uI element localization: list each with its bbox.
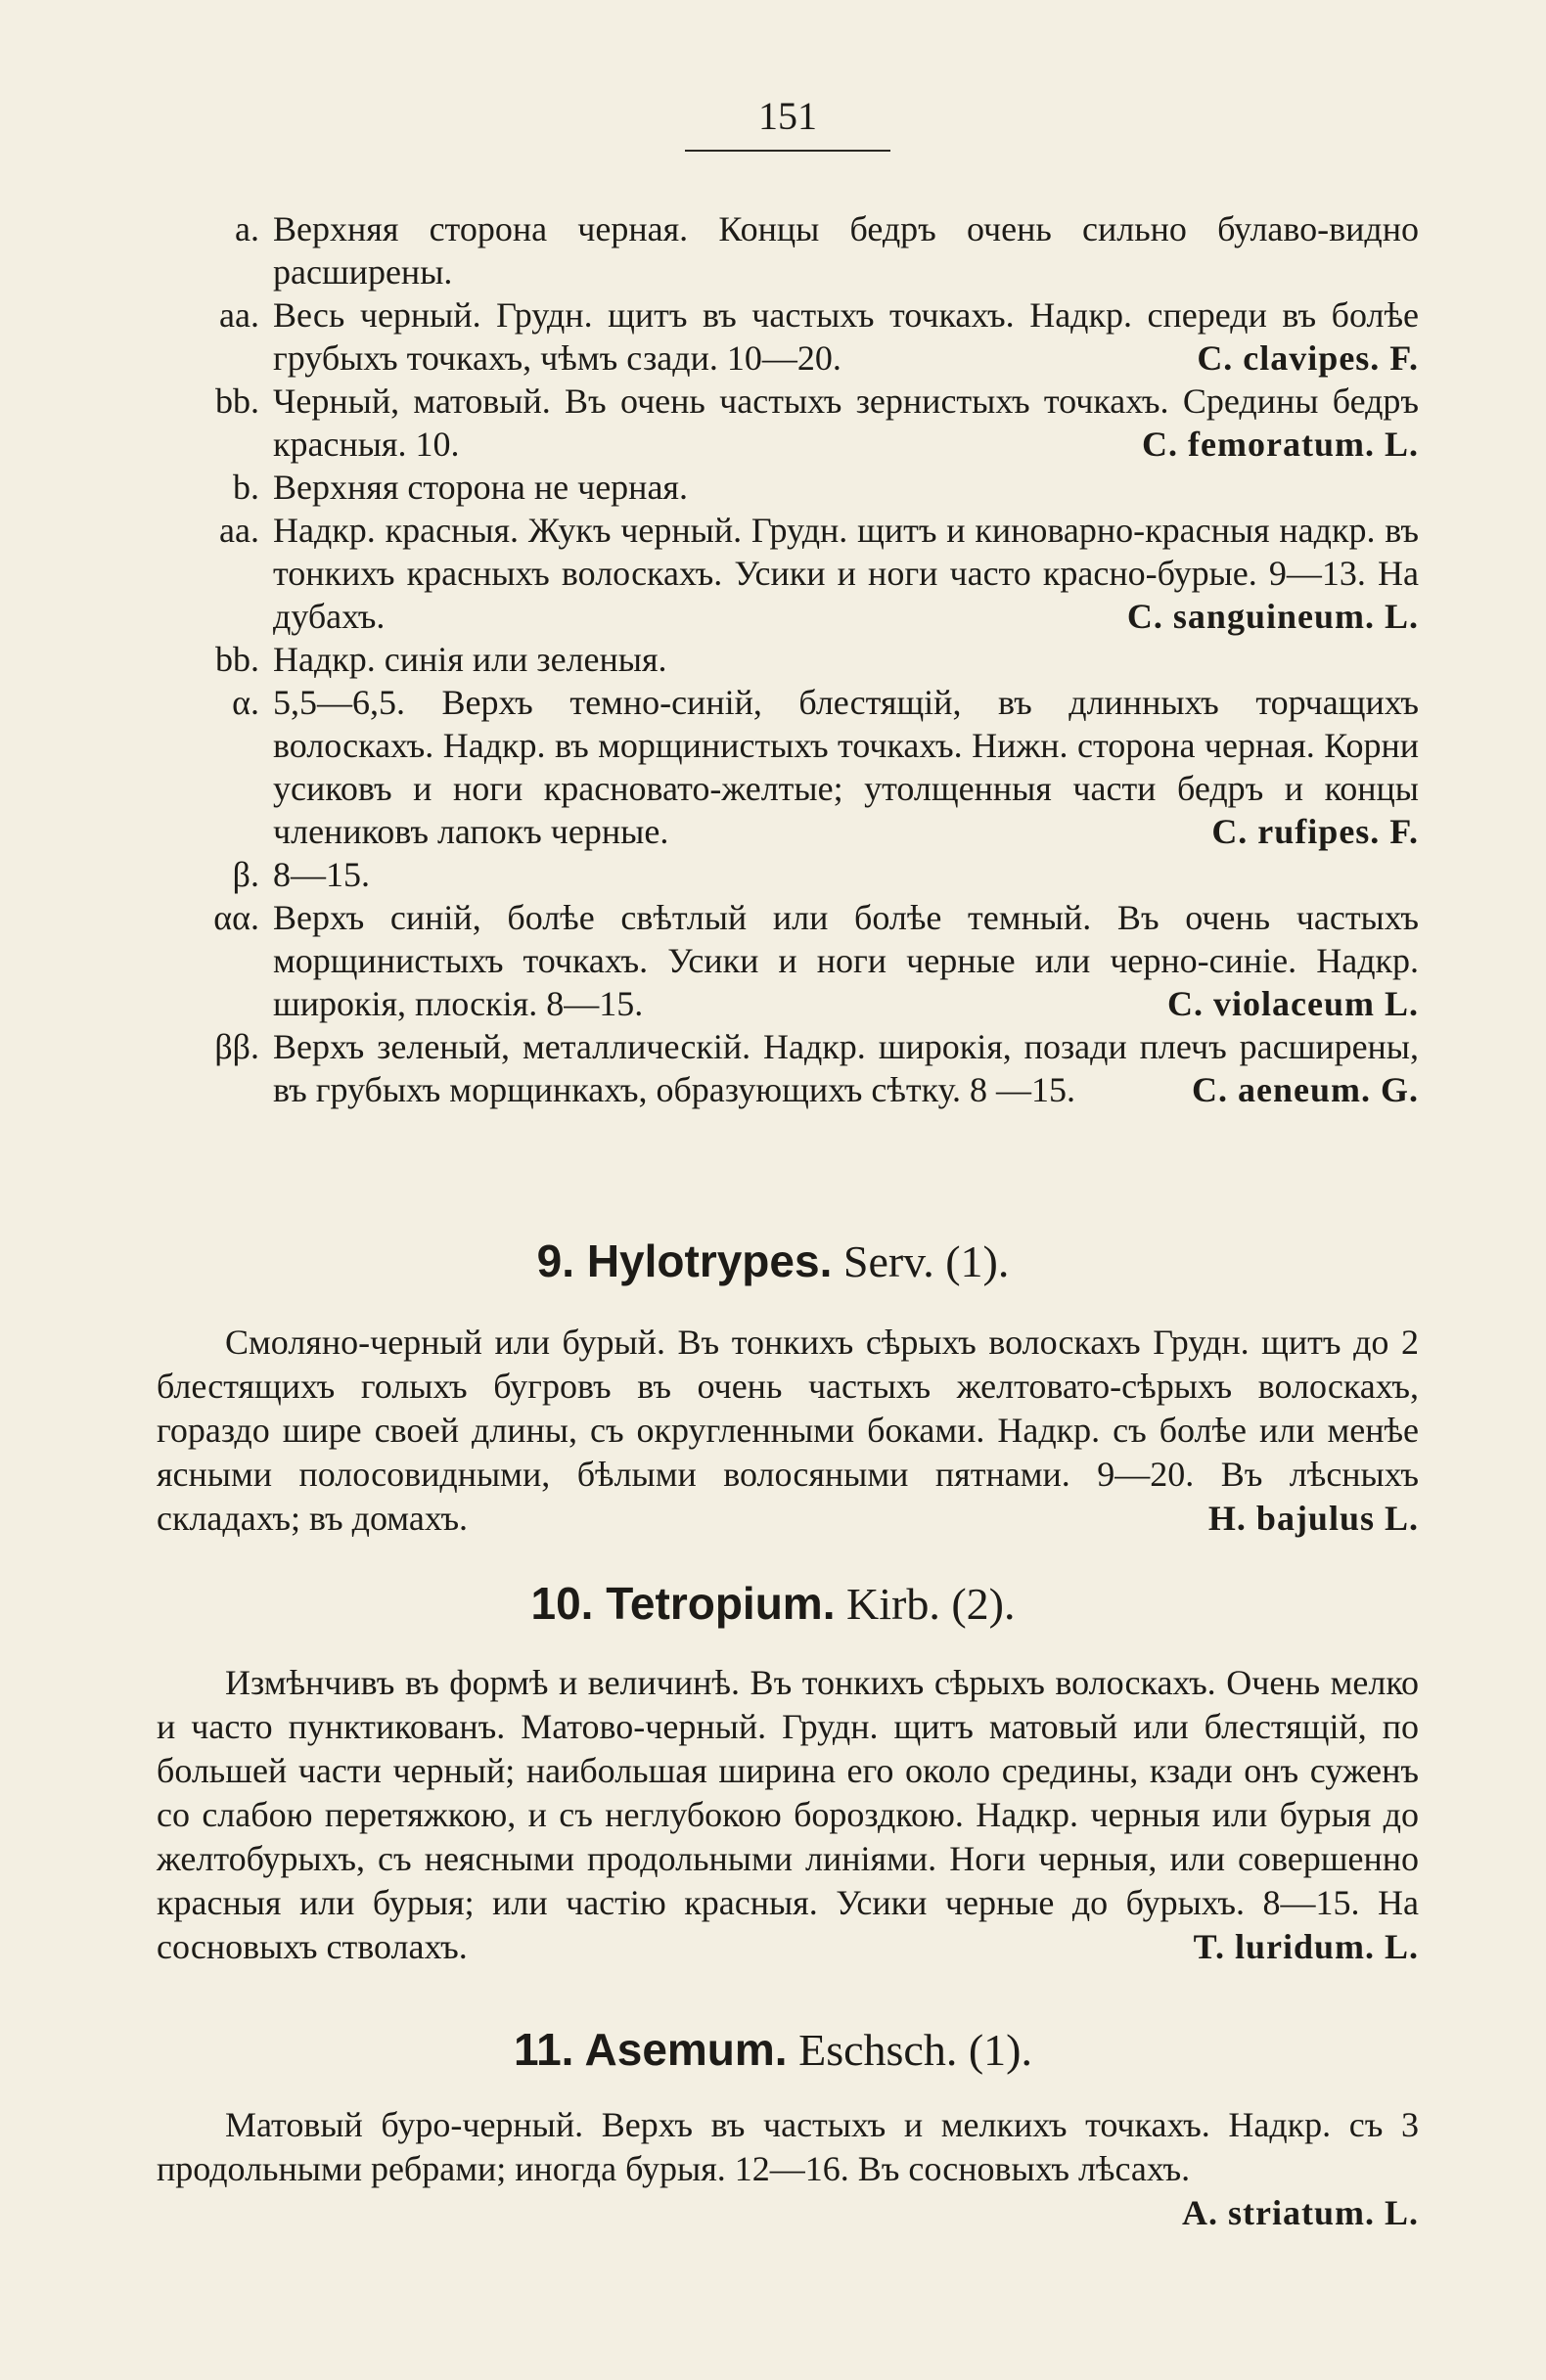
key-entry [152,466,1419,509]
key-entry [152,293,1419,380]
entry-label: α. [232,683,259,722]
entry-label: aa. [219,511,259,550]
genus-text: Измѣнчивъ въ формѣ и величинѣ. Въ тонкихъ сѣрыхъ волоскахъ. Очень мелко и часто пунктикованъ. Матово-черный. Грудн. щитъ матовый или блестящій, по большей части черный; наибольшая ширина его около средины, кзади онъ суженъ со слабою перетяжкою, и съ неглубокою бороздкою. Надкр. черныя или бурыя до желтобурыхъ, съ неясными продольными линіями. Ноги черныя, или совершенно красныя или бурыя; или частію красныя. Усики черные до бурыхъ. 8—15. На сосновыхъ стволахъ. [157,1663,1419,1966]
key-entry [152,638,1419,681]
entry-label: b. [233,468,259,507]
key-entry [152,380,1419,466]
genus-heading [0,2023,1546,2076]
species-name: C. aeneum. G. [1192,1070,1419,1109]
genus-description [157,2103,1419,2235]
genus-author: Serv. (1). [842,1236,1010,1286]
genus-text: Матовый буро-черный. Верхъ въ частыхъ и мелкихъ точкахъ. Надкр. съ 3 продольными ребрами; иногда бурыя. 12—16. Въ сосновыхъ лѣсахъ. [157,2105,1419,2188]
entry-text: Верхъ зеленый, металлическій. Надкр. широкія, позади плечъ расширены, въ грубыхъ морщинкахъ, образующихъ сѣтку. 8 —15. [273,1027,1419,1109]
entry-text: Черный, матовый. Въ очень частыхъ зернистыхъ точкахъ. Средины бедръ красныя. 10. [273,382,1419,464]
species-name: H. bajulus L. [1207,1499,1419,1538]
genus-description [157,1321,1419,1541]
species-name: A. striatum. L. [1182,2193,1419,2232]
key-entry [152,509,1419,638]
species-name: C. sanguineum. L. [1126,597,1419,636]
key-entry [152,896,1419,1025]
entry-label: ββ. [214,1027,259,1066]
entry-text: Надкр. красныя. Жукъ черный. Грудн. щитъ и киноварно-красныя надкр. въ тонкихъ красныхъ волоскахъ. Усики и ноги часто красно-бурые. 9—13. На дубахъ. [273,511,1419,636]
page-number-rule [685,150,890,152]
entry-label: bb. [215,382,259,421]
genus-author: Eschsch. (1). [798,2025,1032,2075]
page-number: 151 [758,94,817,138]
species-name: T. luridum. L. [1193,1927,1419,1966]
entry-label: αα. [213,898,259,937]
entry-text: Верхняя сторона черная. Концы бедръ очень сильно булаво-видно расширены. [273,209,1419,292]
entry-label: a. [235,209,259,248]
genus-name: 9. Hylotrypes. [536,1235,833,1286]
entry-label: bb. [215,640,259,679]
key-entry [152,207,1419,293]
species-name: C. clavipes. F. [1197,338,1419,378]
genus-text: Смоляно-черный или бурый. Въ тонкихъ сѣрыхъ волоскахъ Грудн. щитъ до 2 блестящихъ голыхъ бугровъ въ очень частыхъ желтовато-сѣрыхъ волоскахъ, гораздо шире своей длины, съ округленными боками. Надкр. съ болѣе или менѣе ясными полосовидными, бѣлыми волосяными пятнами. 9—20. Въ лѣсныхъ складахъ; въ домахъ. [157,1323,1419,1538]
entry-label: aa. [219,295,259,335]
entry-text: Надкр. синія или зеленыя. [273,640,667,679]
entry-text: 8—15. [273,855,370,894]
genus-heading [0,1577,1546,1630]
entry-text: Весь черный. Грудн. щитъ въ частыхъ точкахъ. Надкр. спереди въ болѣе грубыхъ точкахъ, чѣмъ сзади. 10—20. [273,295,1419,378]
genus-name: 11. Asemum. [514,2024,788,2075]
entry-label: β. [232,855,259,894]
key-entry [152,1025,1419,1111]
species-name: C. violaceum L. [1167,984,1419,1023]
key-entry [152,853,1419,896]
entry-text: 5,5—6,5. Верхъ темно-синій, блестящій, въ длинныхъ торчащихъ волоскахъ. Надкр. въ морщинистыхъ точкахъ. Нижн. сторона черная. Корни усиковъ и ноги красновато-желтые; утолщенныя части бедръ и концы члениковъ лапокъ черные. [273,683,1419,851]
genus-heading [0,1235,1546,1287]
entry-text: Верхъ синій, болѣе свѣтлый или болѣе темный. Въ очень частыхъ морщинистыхъ точкахъ. Усики и ноги черные или черно-синіе. Надкр. широкія, плоскія. 8—15. [273,898,1419,1023]
genus-name: 10. Tetropium. [530,1578,836,1629]
genus-description [157,1661,1419,1969]
species-name: C. femoratum. L. [1142,425,1419,464]
entry-text: Верхняя сторона не черная. [273,468,688,507]
key-entry [152,681,1419,853]
genus-author: Kirb. (2). [846,1579,1016,1629]
key-entries [152,207,1419,1111]
species-name: C. rufipes. F. [1211,812,1419,851]
